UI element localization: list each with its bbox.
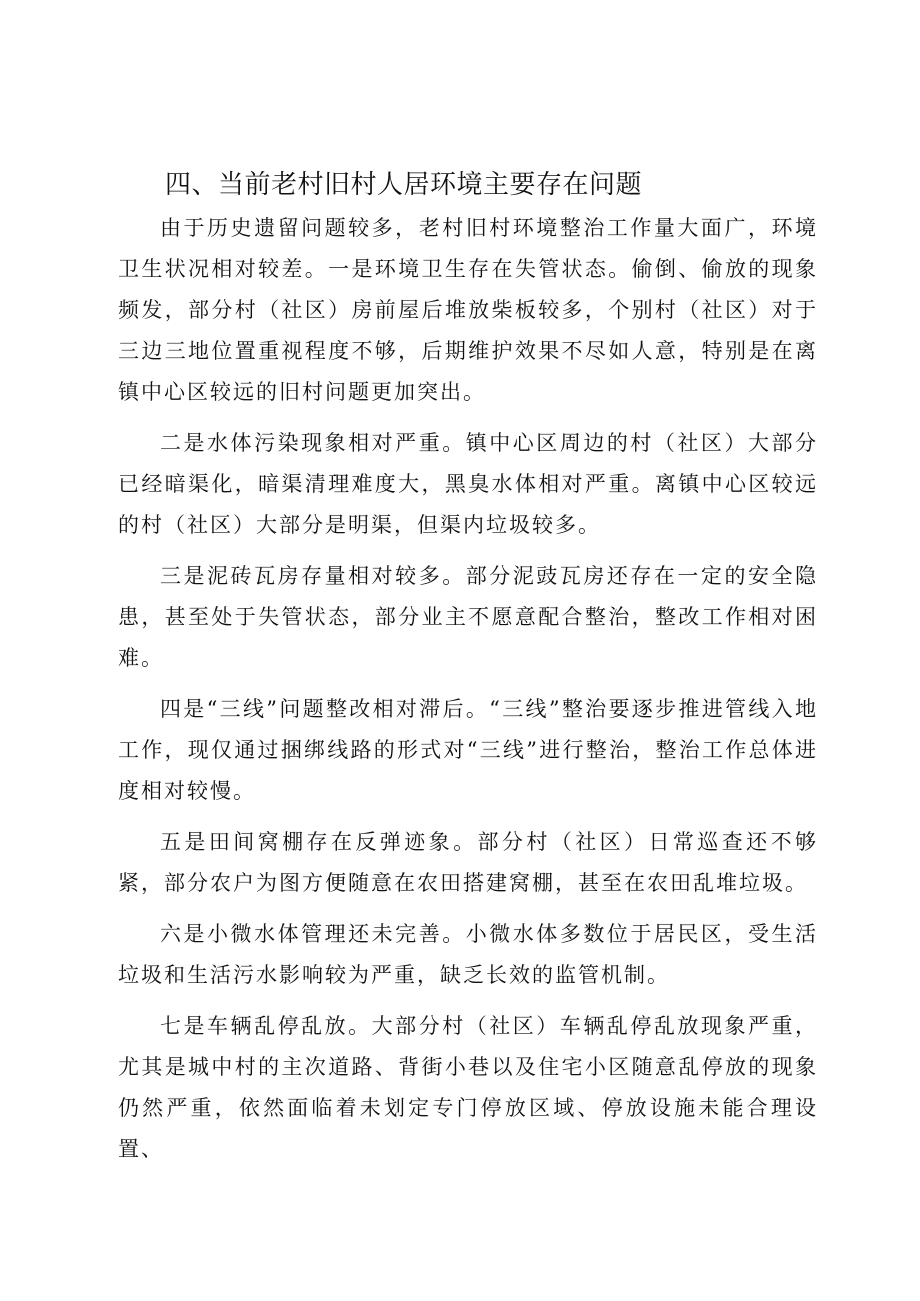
paragraph-field-sheds: 五是田间窝棚存在反弹迹象。部分村（社区）日常巡查还不够紧，部分农户为图方便随意在农田搭建窝棚，甚至在农田乱堆垃圾。 xyxy=(118,830,818,895)
paragraph-mud-brick-houses: 三是泥砖瓦房存量相对较多。部分泥豉瓦房还存在一定的安全隐患，甚至处于失管状态，部分业主不愿意配合整治，整改工作相对困难。 xyxy=(118,564,818,670)
document-body xyxy=(118,208,818,1170)
paragraph-small-water-bodies: 六是小微水体管理还未完善。小微水体多数位于居民区，受生活垃圾和生活污水影响较为严重，缺乏长效的监管机制。 xyxy=(118,922,818,987)
section-heading: 四、当前老村旧村人居环境主要存在问题 xyxy=(165,170,643,200)
paragraph-vehicle-parking: 七是车辆乱停乱放。大部分村（社区）车辆乱停乱放现象严重，尤其是城中村的主次道路、背街小巷以及住宅小区随意乱停放的现象仍然严重，依然面临着未划定专门停放区域、停放设施未能合理设置、 xyxy=(118,1014,818,1161)
paragraph-overview: 由于历史遗留问题较多，老村旧村环境整治工作量大面广，环境卫生状况相对较差。一是环境卫生存在失管状态。偷倒、偷放的现象频发，部分村（社区）房前屋后堆放柴板较多，个别村（社区）对于三边三地位置重视程度不够，后期维护效果不尽如人意，特别是在离镇中心区较远的旧村问题更加突出。 xyxy=(118,216,818,404)
paragraph-three-lines: 四是“三线”问题整改相对滞后。“三线”整治要逐步推进管线入地工作，现仅通过捆绑线路的形式对“三线”进行整治，整治工作总体进度相对较慢。 xyxy=(118,697,818,803)
paragraph-water-pollution: 二是水体污染现象相对严重。镇中心区周边的村（社区）大部分已经暗渠化，暗渠清理难度大，黑臭水体相对严重。离镇中心区较远的村（社区）大部分是明渠，但渠内垃圾较多。 xyxy=(118,431,818,537)
